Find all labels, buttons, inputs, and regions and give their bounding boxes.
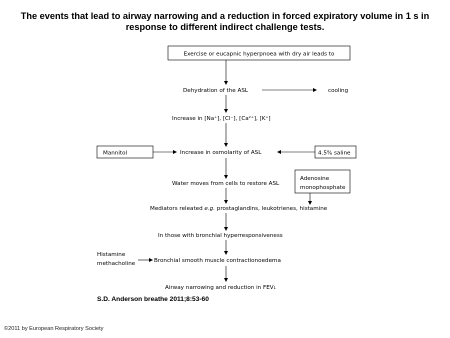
figure-title-line-2: response to different indirect challenge tests.	[125, 22, 325, 32]
saline-box-label: 4.5% saline	[318, 150, 351, 157]
arrowhead	[224, 81, 228, 85]
arrowhead	[224, 175, 228, 179]
arrowhead	[277, 150, 281, 154]
mannitol-box-label: Mannitol	[103, 150, 128, 157]
figure-title-line-1: The events that lead to airway narrowing and a reduction in forced expiratory volume in 1 s in	[20, 11, 430, 21]
smooth-muscle-label	[154, 258, 281, 264]
water-label: Water moves from cells to restore ASL	[172, 181, 280, 187]
exercise-box-label: Exercise or eucapnic hyperpnoea with dry air leads to	[183, 51, 335, 58]
smooth-muscle-text: Bronchial smooth muscle contraction	[154, 258, 259, 264]
mediators-eg: e.g.	[204, 206, 215, 212]
arrowhead	[224, 143, 228, 147]
arrowhead	[173, 150, 177, 154]
adenosine-line-2: monophosphate	[300, 185, 346, 191]
arrowhead	[224, 251, 228, 255]
arrowhead	[224, 227, 228, 231]
arrowhead	[149, 258, 153, 262]
histamine-line-1: Histamine	[97, 252, 126, 258]
mediators-label	[150, 206, 328, 212]
arrowhead	[224, 278, 228, 282]
mediators-suffix: prostaglandins, leukotrienes, histamine	[214, 206, 328, 212]
arrowhead	[308, 201, 312, 205]
citation: S.D. Anderson breathe 2011;8:53-60	[97, 296, 209, 303]
osmolarity-label: Increase in osmolarity of ASL	[180, 150, 262, 156]
mediators-prefix: Mediators releated	[150, 206, 205, 212]
cooling-label: cooling	[328, 88, 349, 94]
oedema-text: oedema	[258, 258, 281, 264]
dehydration-label: Dehydration of the ASL	[183, 88, 248, 94]
adenosine-line-1: Adenosine	[300, 176, 330, 182]
arrowhead	[224, 109, 228, 113]
copyright: ©2011 by European Respiratory Society	[4, 326, 104, 332]
arrowhead	[313, 88, 317, 92]
ions-label: Increase in [Na⁺], [Cl⁻], [Ca²⁺], [K⁺]	[172, 116, 271, 122]
histamine-line-2: methacholine	[97, 261, 136, 267]
hyperresponsiveness-label: In those with bronchial hyperresponsiveness	[158, 233, 283, 239]
arrowhead	[224, 200, 228, 204]
narrowing-label: Airway narrowing and reduction in FEV₁	[165, 285, 276, 291]
